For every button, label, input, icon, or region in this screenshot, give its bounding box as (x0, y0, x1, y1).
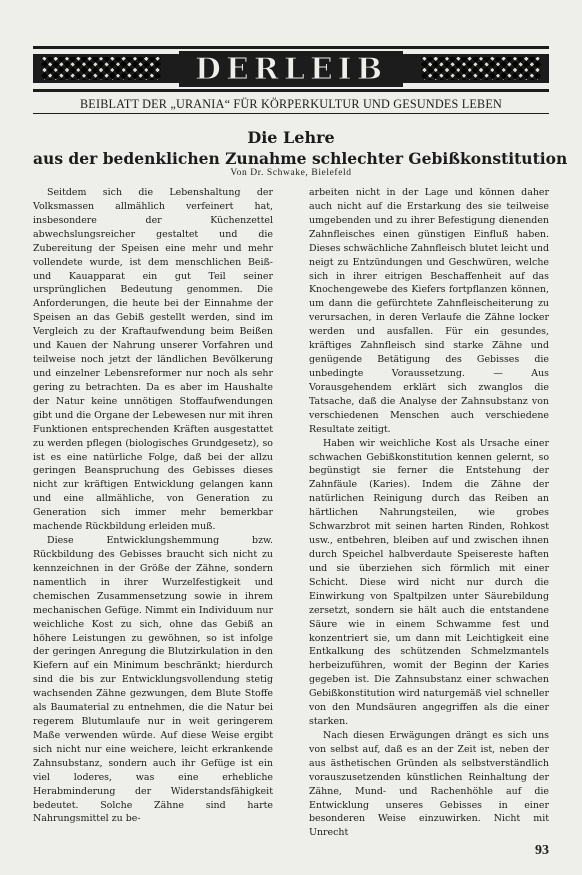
banner-title: DERLEIB (194, 51, 388, 87)
ornament-left (41, 57, 161, 80)
header-rule (33, 113, 549, 114)
ornament-right (421, 57, 541, 80)
article-title-line1: Die Lehre (247, 128, 335, 147)
supplement-subtitle: BEIBLATT DER „URANIA“ FÜR KÖRPERKULTUR UND GESUNDES LEBEN (79, 97, 503, 111)
masthead-banner (33, 46, 549, 92)
article-title-line2: aus der bedenklichen Zunahme schlechter Gebißkonstitution (33, 149, 568, 168)
paragraph: Diese Entwicklungshemmung bzw. Rückbildung des Gebisses braucht sich nicht zu kennzeichnen in der Größe der Zähne, sondern namentlich in ihrer Wurzelfestigkeit und chemischen Zusammensetzung sowie in ihrem mechanischen Gefüge. Nimmt ein Individuum nur weichliche Kost zu sich, ohne das Gebiß an höhere Leistungen zu gewöhnen, so ist infolge der geringen Anregung die Blutzirkulation in den Kiefern auf ein Minimum beschränkt; hierdurch sind die bis zur Entwicklungsvollendung stetig wachsenden Zähne gezwungen, dem Blute Stoffe als Baumaterial zu entnehmen, die die Natur bei regerem Blutumlaufe nur in weit geringerem Maße verwenden würde. Auf diese Weise ergibt sich nicht nur eine weichere, leicht erkrankende Zahnsubstanz, sondern auch ihr Gefüge ist ein viel loderes, was eine erhebliche Herabminderung der Widerstandsfähigkeit bedeutet. Solche Zähne sind harte Nahrungsmittel zu be- (33, 535, 273, 825)
text-column-left (33, 186, 273, 826)
paragraph: Seitdem sich die Lebenshaltung der Volksmassen allmählich verfeinert hat, insbesondere der Küchenzettel abwechslungsreicher gestaltet und die Zubereitung der Speisen eine mehr und mehr vollendete wurde, ist dem menschlichen Beiß- und Kauapparat ein gut Teil seiner ursprünglichen Bedeutung genommen. Die Anforderungen, die heute bei der Einnahme der Speisen an das Gebiß gestellt werden, sind im Vergleich zu der Kraftaufwendung beim Beißen und Kauen der Nahrung unserer Vorfahren und teilweise noch jetzt der ländlichen Bevölkerung und einzelner Lebensreformer nur noch als sehr gering zu betrachten. Da es aber im Haushalte der Natur keine unnötigen Stoffaufwendungen gibt und die Organe der Lebewesen nur mit ihren Funktionen entsprechenden Kräften ausgestattet zu werden pflegen (biologisches Grundgesetz), so ist es eine natürliche Folge, daß bei der allzu geringen Beanspruchung des Gebisses dieses nicht zur kräftigen Entwicklung gelangen kann und eine allmähliche, von Generation zu Generation sich immer mehr bemerkbar machende Rückbildung erleiden muß. (33, 187, 273, 533)
paragraph: Nach diesen Erwägungen drängt es sich uns von selbst auf, daß es an der Zeit ist, neben der aus ästhetischen Gründen als selbstverständlich vorauszusetzenden künstlichen Reinhaltung der Zähne, Mund- und Rachenhöhle auf die Entwicklung unseres Gebisses in einer besonderen Weise einzuwirken. Nicht mit Unrecht (309, 729, 549, 839)
page-number: 93 (535, 843, 549, 858)
article-byline: Von Dr. Schwake, Bielefeld (230, 168, 352, 178)
text-column-right (309, 186, 549, 840)
paragraph: arbeiten nicht in der Lage und können daher auch nicht auf die Erstarkung des sie teilweise umgebenden und zu ihrer Befestigung dienenden Zahnfleisches einen günstigen Einfluß haben. Dieses schwächliche Zahnfleisch blutet leicht und neigt zu Entzündungen und Geschwüren, welche sich in ihrer eitrigen Beschaffenheit auf das Knochengewebe des Kiefers fortpflanzen können, um dann die gefürchtete Zahnfleischeiterung zu verursachen, in deren Verlaufe die Zähne locker werden und ausfallen. Für ein gesundes, kräftiges Zahnfleisch sind starke Zähne und genügende Betätigung des Gebisses die unbedingte Voraussetzung. — Aus Vorausgehendem erklärt sich zwanglos die Tatsache, daß die Analyse der Zahnsubstanz von verschiedenen Menschen auch verschiedene Resultate zeitigt. (309, 187, 549, 435)
banner-title-box (179, 51, 403, 87)
paragraph: Haben wir weichliche Kost als Ursache einer schwachen Gebißkonstitution kennen gelernt, so begünstigt sie ferner die Entstehung der Zahnfäule (Karies). Indem die Zähne der natürlichen Reinigung durch das Reiben an härtlichen Nahrungsteilen, wie grobes Schwarzbrot mit seinen harten Rinden, Rohkost usw., entbehren, bleiben auf und zwischen ihnen durch Speichel halbverdaute Speisereste haften und sie überziehen sich förmlich mit einer Schicht. Diese wird nicht nur durch die Einwirkung von Spaltpilzen unter Säurebildung zersetzt, sondern sie hält auch die entstandene Säure wie in einem Schwamme fest und konzentriert sie, um dann mit Leichtigkeit eine Entkalkung des schützenden Schmelzmantels herbeizuführen, womit der Beginn der Karies gegeben ist. Die Zahnsubstanz einer schwachen Gebißkonstitution wird naturgemäß viel schneller von den Mundsäuren angegriffen als die einer starken. (309, 437, 549, 728)
